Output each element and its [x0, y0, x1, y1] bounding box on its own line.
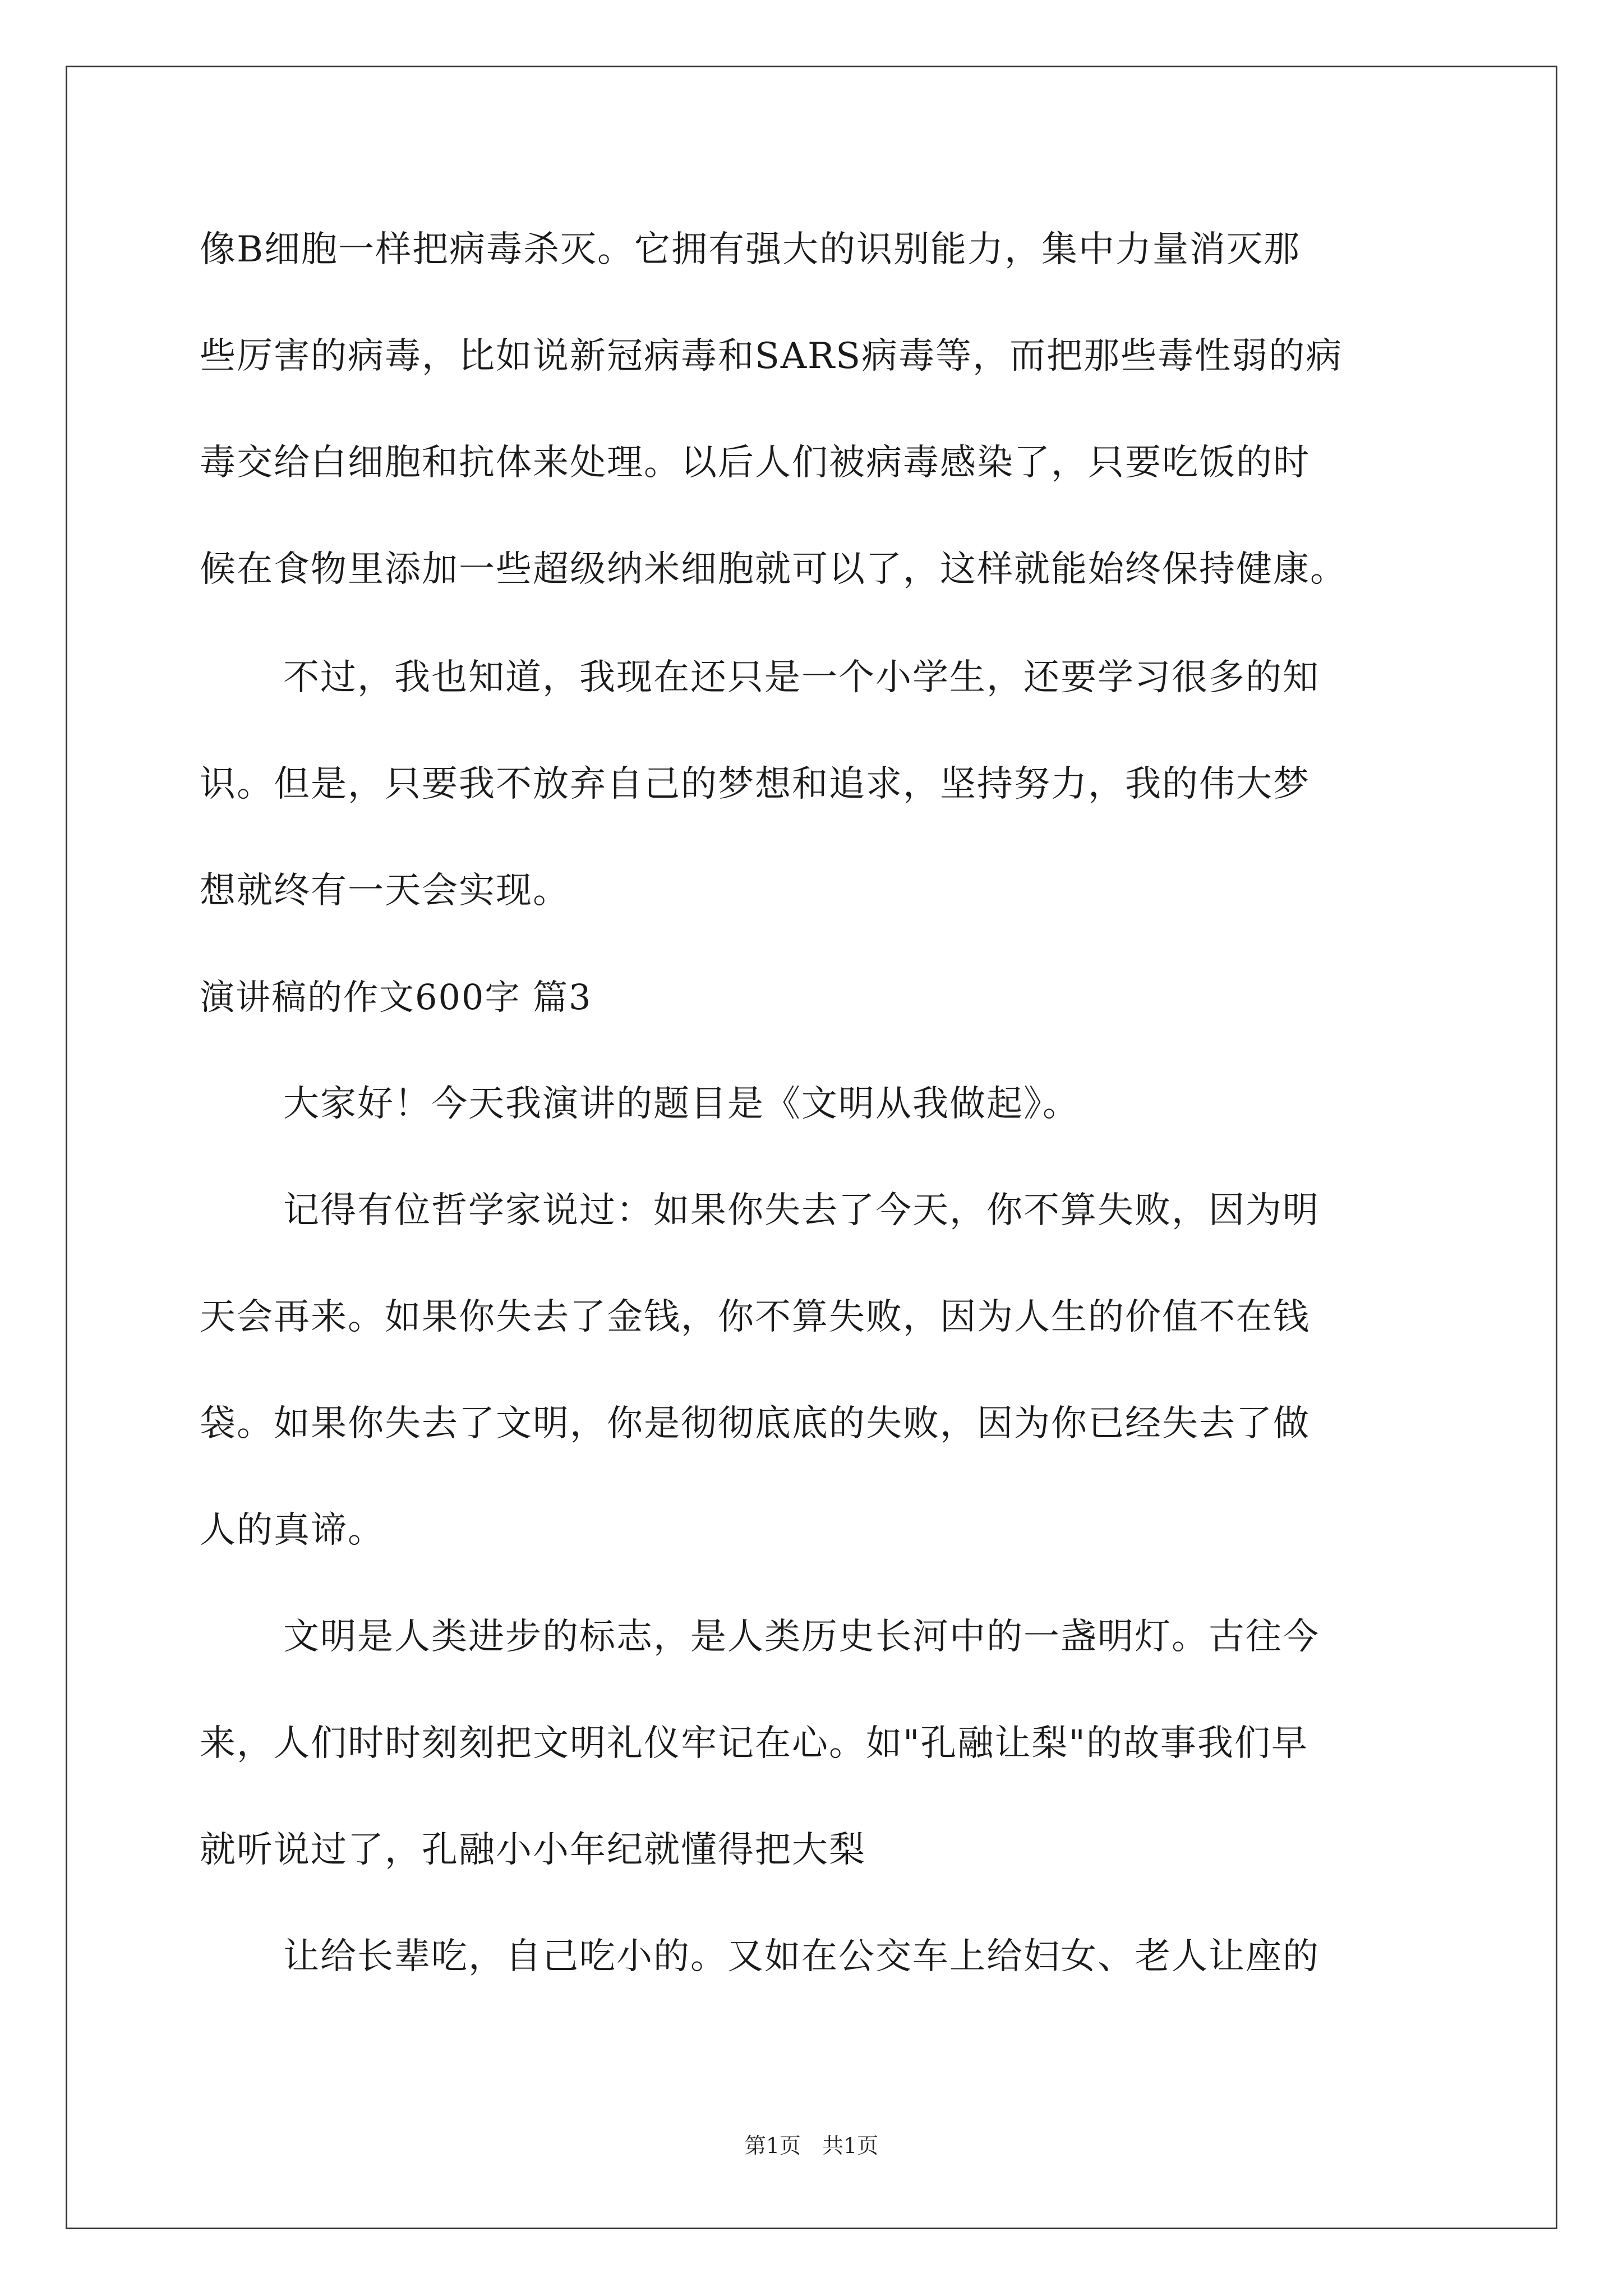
- section-heading: 演讲稿的作文600字 篇3: [200, 977, 592, 1018]
- text-line: 人的真谛。: [200, 1510, 385, 1551]
- text-line: 毒交给白细胞和抗体来处理。以后人们被病毒感染了，只要吃饭的时: [200, 442, 1310, 484]
- text-line: 些厉害的病毒，比如说新冠病毒和SARS病毒等，而把那些毒性弱的病: [200, 335, 1343, 377]
- page-border: [66, 66, 1557, 2229]
- page-footer: 第1页 共1页: [744, 2133, 879, 2158]
- text-line: 天会再来。如果你失去了金钱，你不算失败，因为人生的价值不在钱: [200, 1296, 1310, 1338]
- text-line: 来，人们时时刻刻把文明礼仪牢记在心。如"孔融让梨"的故事我们早: [200, 1723, 1308, 1764]
- text-line: 文明是人类进步的标志，是人类历史长河中的一盏明灯。古往今: [283, 1616, 1320, 1658]
- text-line: 像B细胞一样把病毒杀灭。它拥有强大的识别能力，集中力量消灭那: [200, 229, 1301, 270]
- text-line: 就听说过了，孔融小小年纪就懂得把大梨: [200, 1829, 866, 1871]
- text-line: 袋。如果你失去了文明，你是彻彻底底的失败，因为你已经失去了做: [200, 1403, 1310, 1444]
- text-line: 不过，我也知道，我现在还只是一个小学生，还要学习很多的知: [283, 657, 1320, 698]
- text-line: 候在食物里添加一些超级纳米细胞就可以了，这样就能始终保持健康。: [200, 549, 1347, 590]
- text-line: 大家好！今天我演讲的题目是《文明从我做起》。: [283, 1083, 1080, 1125]
- text-line: 记得有位哲学家说过：如果你失去了今天，你不算失败，因为明: [283, 1190, 1320, 1231]
- text-line: 识。但是，只要我不放弃自己的梦想和追求，坚持努力，我的伟大梦: [200, 763, 1310, 805]
- text-line: 想就终有一天会实现。: [200, 870, 570, 912]
- text-line: 让给长辈吃，自己吃小的。又如在公交车上给妇女、老人让座的: [283, 1936, 1320, 1977]
